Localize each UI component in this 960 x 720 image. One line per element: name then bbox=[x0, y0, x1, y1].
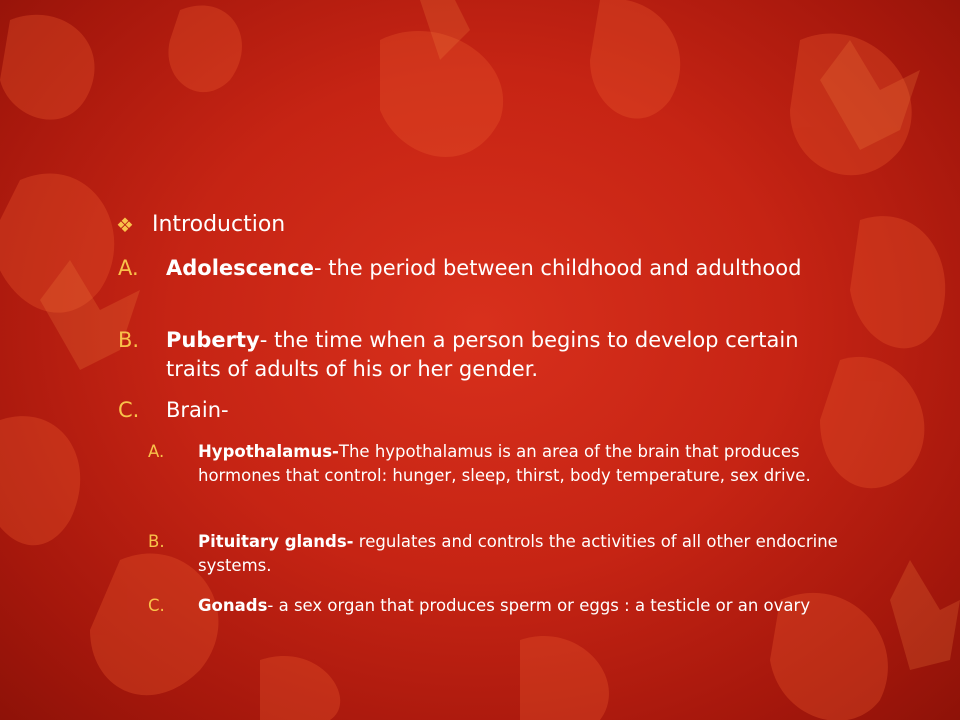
sublist-item-gonads bbox=[148, 594, 838, 618]
term: Pituitary glands- bbox=[198, 532, 354, 551]
term: Gonads bbox=[198, 596, 268, 615]
list-marker: A. bbox=[148, 442, 165, 461]
definition: The hypothalamus is an area of the brain that produces hormones that control: hunger, sleep, thirst, body temperature, sex drive. bbox=[198, 442, 811, 485]
definition: Brain- bbox=[166, 398, 229, 422]
term: Puberty bbox=[166, 328, 260, 352]
list-item-adolescence bbox=[118, 254, 818, 283]
definition: - the time when a person begins to develop certain traits of adults of his or her gender. bbox=[166, 328, 799, 381]
sublist-item-hypothalamus bbox=[148, 440, 838, 488]
list-item-brain bbox=[118, 396, 818, 425]
list-marker: B. bbox=[148, 532, 165, 551]
definition: regulates and controls the activities of all other endocrine systems. bbox=[198, 532, 838, 575]
diamond-bullet-icon: ❖ bbox=[116, 212, 134, 237]
list-marker: C. bbox=[148, 596, 165, 615]
intro-text: Introduction bbox=[152, 212, 286, 237]
list-item-puberty bbox=[118, 326, 818, 384]
intro-heading bbox=[116, 212, 285, 237]
list-marker: B. bbox=[118, 328, 140, 352]
term: Hypothalamus- bbox=[198, 442, 339, 461]
definition: - the period between childhood and adulthood bbox=[313, 256, 802, 280]
list-marker: C. bbox=[118, 398, 140, 422]
sublist-item-pituitary bbox=[148, 530, 838, 578]
list-marker: A. bbox=[118, 256, 139, 280]
term: Adolescence bbox=[166, 256, 314, 280]
definition: - a sex organ that produces sperm or eggs : a testicle or an ovary bbox=[267, 596, 811, 615]
